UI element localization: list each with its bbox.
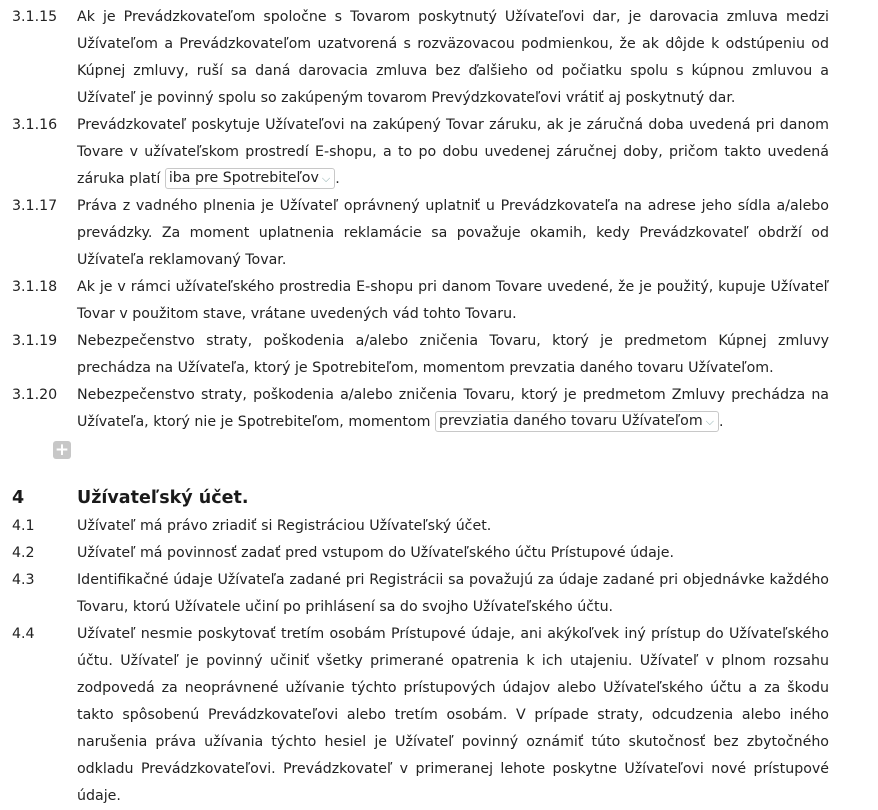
clause-text-end: .	[719, 414, 724, 430]
clause-text: Ak je v rámci užívateľského prostredia E-shopu pri danom Tovare uvedené, že je použitý, kupuje Užívateľ Tovar v použitom stave, vrátane uvedených vád tohto Tovaru.	[77, 279, 829, 322]
clause-text-end: .	[335, 171, 340, 187]
clause-4-2	[0, 540, 878, 567]
section-heading	[0, 484, 878, 512]
clause-text-block	[77, 112, 829, 193]
dropdown-value: prevziatia daného tovaru Užívateľom	[438, 413, 703, 429]
plus-icon: +	[54, 440, 70, 460]
clause-3-1-17	[0, 193, 878, 274]
clause-number: 4.3	[12, 572, 35, 588]
clause-4-3	[0, 567, 878, 621]
clause-3-1-19	[0, 328, 878, 382]
clause-4-4	[0, 621, 878, 804]
clause-3-1-16	[0, 112, 878, 193]
clause-number: 3.1.19	[12, 333, 58, 349]
clause-text: Prevádzkovateľ poskytuje Užívateľovi na zakúpený Tovar záruku, ak je záručná doba uvedená pri danom Tovare v užívateľskom prostredí E-shopu, a to po dobu uvedenej záručnej doby, pričom takto uvedená záruka platí	[77, 117, 829, 187]
consumer-scope-dropdown[interactable]	[165, 168, 335, 189]
add-clause-button[interactable]	[53, 441, 71, 459]
clause-text: Užívateľ nesmie poskytovať tretím osobám Prístupové údaje, ani akýkoľvek iný prístup do Užívateľského účtu. Užívateľ je povinný učiniť všetky primerané opatrenia k ich utajeniu. Užívateľ v plnom rozsahu zodpovedá za neoprávnené užívanie týchto prístupových údajov alebo Užívateľského účtu a za škodu takto spôsobenú Prevádzkovateľovi alebo tretím osobám. V prípade straty, odcudzenia alebo iného narušenia práva užívania týchto hesiel je Užívateľ povinný oznámiť túto skutočnosť bez zbytočného odkladu Prevádzkovateľovi. Prevádzkovateľ v primeranej lehote poskytne Užívateľovi nové prístupové údaje.	[77, 626, 829, 804]
clause-text: Užívateľ má právo zriadiť si Registráciou Užívateľský účet.	[77, 518, 492, 534]
clause-text: Identifikačné údaje Užívateľa zadané pri Registrácii sa považujú za údaje zadané pri objednávke každého Tovaru, ktorú Užívatele učiní po prihlásení sa do svojho Užívateľského účtu.	[77, 572, 829, 615]
clause-3-1-18	[0, 274, 878, 328]
clause-text-block	[77, 382, 829, 436]
clause-number: 4.2	[12, 545, 35, 561]
clause-3-1-15	[0, 4, 878, 112]
chevron-down-icon: ⌵	[321, 172, 331, 185]
clause-text: Práva z vadného plnenia je Užívateľ oprávnený uplatniť u Prevádzkovateľa na adrese jeho sídla a/alebo prevádzky. Za moment uplatnenia reklamácie sa považuje okamih, kedy Prevádzkovateľ obdrží od Užívateľa reklamovaný Tovar.	[77, 198, 829, 268]
clause-number: 3.1.20	[12, 387, 58, 403]
clause-number: 3.1.15	[12, 9, 58, 25]
clause-3-1-20	[0, 382, 878, 436]
clause-number: 3.1.16	[12, 117, 58, 133]
section-number: 4	[12, 488, 25, 508]
section-title: Užívateľský účet.	[77, 488, 249, 508]
clause-number: 3.1.17	[12, 198, 58, 214]
clause-text: Užívateľ má povinnosť zadať pred vstupom do Užívateľského účtu Prístupové údaje.	[77, 545, 674, 561]
clause-text: Nebezpečenstvo straty, poškodenia a/alebo zničenia Tovaru, ktorý je predmetom Kúpnej zmluvy prechádza na Užívateľa, ktorý je Spotrebiteľom, momentom prevzatia daného tovaru Užívateľom.	[77, 333, 829, 376]
clause-number: 3.1.18	[12, 279, 58, 295]
chevron-down-icon: ⌵	[705, 415, 714, 428]
clause-4-1	[0, 513, 878, 540]
clause-number: 4.1	[12, 518, 35, 534]
risk-transfer-dropdown[interactable]	[435, 411, 719, 432]
clause-text: Nebezpečenstvo straty, poškodenia a/alebo zničenia Tovaru, ktorý je predmetom Zmluvy prechádza na Užívateľa, ktorý nie je Spotrebiteľom, momentom	[77, 387, 829, 430]
dropdown-value: iba pre Spotrebiteľov	[168, 170, 319, 186]
clause-number: 4.4	[12, 626, 35, 642]
clause-text: Ak je Prevádzkovateľom spoločne s Tovarom poskytnutý Užívateľovi dar, je darovacia zmluva medzi Užívateľom a Prevádzkovateľom uzatvorená s rozväzovacou podmienkou, že ak dôjde k odstúpeniu od Kúpnej zmluvy, ruší sa daná darovacia zmluva bez ďalšieho od počiatku spolu s kúpnou zmluvou a Užívateľ je povinný spolu so zakúpeným tovarom Prevýdzkovateľovi vrátiť aj poskytnutý dar.	[77, 9, 829, 106]
